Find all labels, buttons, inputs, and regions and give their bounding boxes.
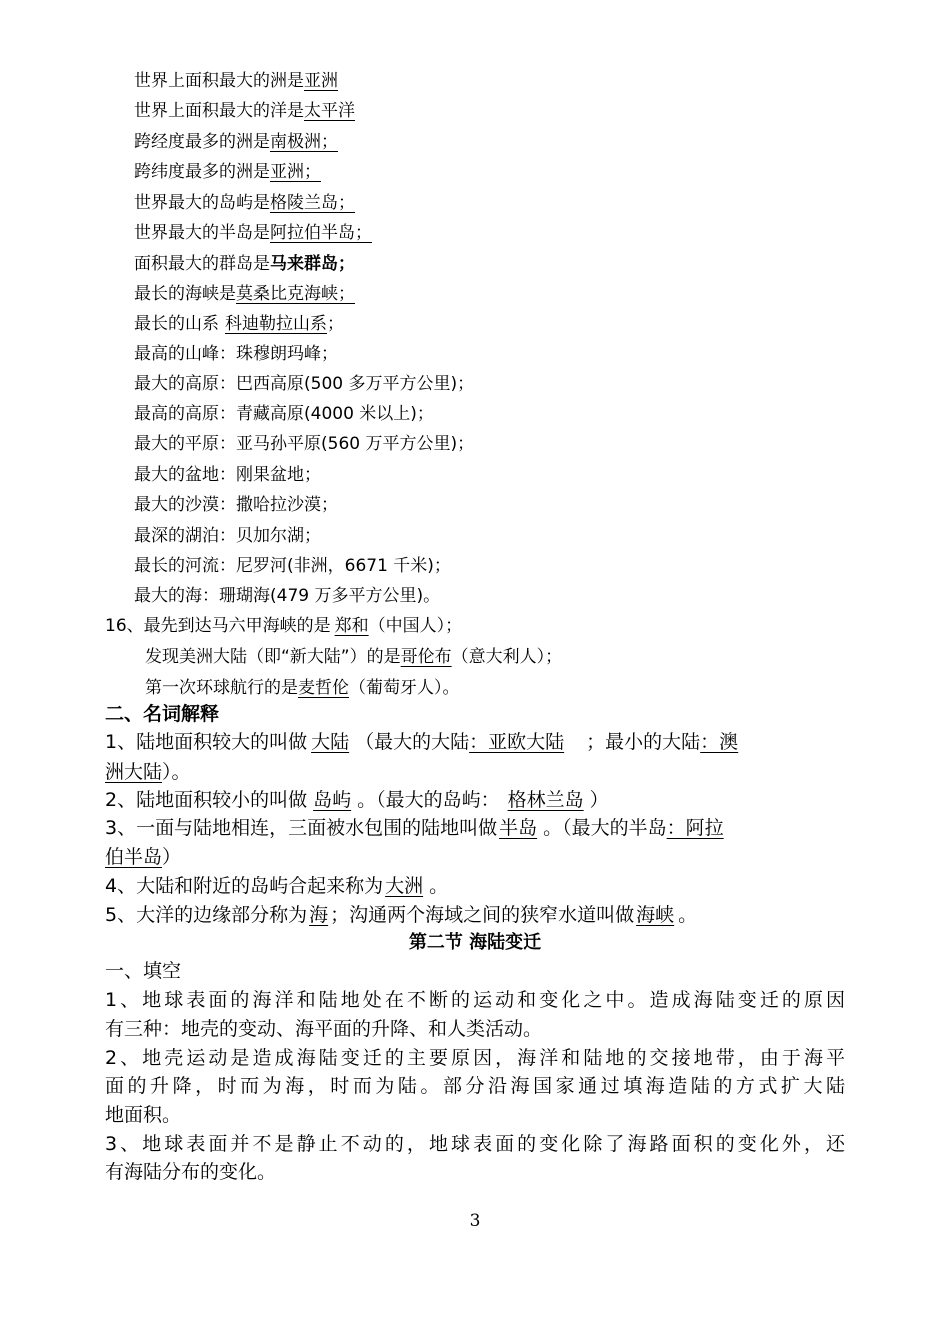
- fact-answer: 亚洲；: [270, 162, 321, 182]
- def-text: 。（最大的岛屿：: [357, 789, 500, 811]
- def-text: （最大的大陆: [355, 731, 470, 753]
- def-text: ）。: [162, 761, 191, 783]
- fact-text: 最长的山系: [134, 314, 219, 334]
- item16-line2: [145, 642, 562, 672]
- def-answer: 洲大陆: [105, 761, 163, 783]
- def-text: 5、大洋的边缘部分称为: [105, 904, 308, 926]
- definition-line: [105, 727, 738, 757]
- fact-answer: 阿拉伯半岛；: [270, 223, 372, 243]
- fact-line: [134, 249, 355, 279]
- def-answer: 大洲: [385, 875, 424, 897]
- def-text: ；最小的大陆: [586, 731, 701, 753]
- fact-bold-answer: 马来群岛；: [270, 254, 355, 274]
- paragraph-line: 地面积。: [105, 1104, 182, 1126]
- def-text: ；沟通两个海域之间的狭窄水道叫做: [330, 904, 635, 926]
- fact-text: 面积最大的群岛是: [134, 254, 270, 274]
- fact-line: 最大的沙漠：撒哈拉沙漠；: [134, 495, 338, 515]
- def-answer: 格林兰岛: [507, 789, 584, 811]
- fact-line: 最高的山峰：珠穆朗玛峰；: [134, 344, 338, 364]
- item-answer: 麦哲伦: [298, 678, 349, 698]
- fact-line: 最高的高原：青藏高原(4000 米以上)；: [134, 404, 434, 424]
- paragraph-line: 2、地壳运动是造成海陆变迁的主要原因，海洋和陆地的交接地带，由于海平: [105, 1047, 845, 1069]
- def-text: 。: [678, 904, 698, 926]
- paragraph-line: 面的升降，时而为海，时而为陆。部分沿海国家通过填海造陆的方式扩大陆: [105, 1075, 845, 1097]
- definition-line: [105, 842, 181, 872]
- fact-line: [134, 66, 354, 96]
- def-text: 。: [429, 875, 449, 897]
- def-text: 1、陆地面积较大的叫做: [105, 731, 308, 753]
- def-answer: 海峡: [636, 904, 675, 926]
- item-text: 第一次环球航行的是: [145, 678, 298, 698]
- fact-line: 最长的河流：尼罗河(非洲，6671 千米)；: [134, 556, 451, 576]
- fact-line: [134, 279, 371, 309]
- fill-heading: 一、填空: [105, 960, 182, 982]
- def-text: ）: [162, 846, 182, 868]
- fact-answer: 南极洲；: [270, 132, 338, 152]
- fact-text: 世界上面积最大的洲是: [134, 71, 304, 91]
- item-text: 发现美洲大陆（即“新大陆”）的是: [145, 647, 401, 667]
- definition-line: [105, 871, 448, 901]
- fact-text: 世界最大的半岛是: [134, 223, 270, 243]
- fact-line: [134, 96, 371, 126]
- definition-line: [105, 757, 191, 787]
- fact-answer: 太平洋: [304, 101, 355, 121]
- fact-answer: 格陵兰岛；: [270, 193, 355, 213]
- fact-line: 最深的湖泊：贝加尔湖；: [134, 526, 321, 546]
- fact-line: [134, 157, 337, 187]
- definition-line: [105, 900, 697, 930]
- def-answer: 伯半岛: [105, 846, 163, 868]
- def-answer: ：亚欧大陆: [469, 731, 565, 753]
- fact-line: 最大的平原：亚马孙平原(560 万平方公里)；: [134, 434, 475, 454]
- def-text: 4、大陆和附近的岛屿合起来称为: [105, 875, 384, 897]
- section-heading: 二、名词解释: [105, 703, 220, 725]
- item-text: （葡萄牙人）。: [349, 678, 460, 698]
- def-answer: 海: [309, 904, 329, 926]
- fact-text: 跨经度最多的洲是: [134, 132, 270, 152]
- definition-line: [105, 813, 724, 843]
- fact-text: 跨纬度最多的洲是: [134, 162, 270, 182]
- def-text: 2、陆地面积较小的叫做: [105, 789, 308, 811]
- item-text: （意大利人）；: [451, 647, 563, 667]
- paragraph-line: 有三种：地壳的变动、海平面的升降、和人类活动。: [105, 1018, 543, 1040]
- fact-line: 最大的高原：巴西高原(500 多万平方公里)；: [134, 374, 475, 394]
- def-answer: 岛屿: [313, 789, 352, 811]
- section-title: 第二节 海陆变迁: [408, 932, 542, 953]
- definition-line: [105, 785, 609, 815]
- fact-line: [134, 218, 388, 248]
- paragraph-line: 1、地球表面的海洋和陆地处在不断的运动和变化之中。造成海陆变迁的原因: [105, 989, 845, 1011]
- def-answer: 大陆: [311, 731, 350, 753]
- page-number: 3: [469, 1211, 481, 1231]
- fact-answer: 亚洲: [304, 71, 338, 91]
- fact-text: 世界最大的岛屿是: [134, 193, 270, 213]
- item-answer: 郑和: [334, 616, 369, 636]
- fact-line: 最大的盆地：刚果盆地；: [134, 465, 321, 485]
- fact-text: ；: [327, 314, 344, 334]
- def-answer: ：阿拉: [666, 817, 724, 839]
- def-text: ）: [589, 789, 609, 811]
- item16-line1: [105, 611, 462, 641]
- fact-line: [134, 188, 371, 218]
- fact-answer: 科迪勒拉山系: [225, 314, 327, 334]
- def-text: 。（最大的半岛: [543, 817, 667, 839]
- fact-line: [134, 127, 354, 157]
- item-text: （中国人）；: [368, 616, 463, 636]
- item-answer: 哥伦布: [400, 647, 452, 667]
- fact-answer: 莫桑比克海峡；: [236, 284, 355, 304]
- paragraph-line: 3、地球表面并不是静止不动的，地球表面的变化除了海路面积的变化外，还: [105, 1133, 845, 1155]
- def-text: 3、一面与陆地相连，三面被水包围的陆地叫做: [105, 817, 498, 839]
- fact-line: [134, 309, 344, 339]
- fact-text: 最长的海峡是: [134, 284, 236, 304]
- fact-line: 最大的海：珊瑚海(479 万多平方公里)。: [134, 586, 441, 606]
- fact-text: 世界上面积最大的洋是: [134, 101, 304, 121]
- item-text: 16、最先到达马六甲海峡的是: [105, 616, 331, 636]
- paragraph-line: 有海陆分布的变化。: [105, 1161, 277, 1183]
- def-answer: ：澳: [700, 731, 739, 753]
- def-answer: 半岛: [499, 817, 538, 839]
